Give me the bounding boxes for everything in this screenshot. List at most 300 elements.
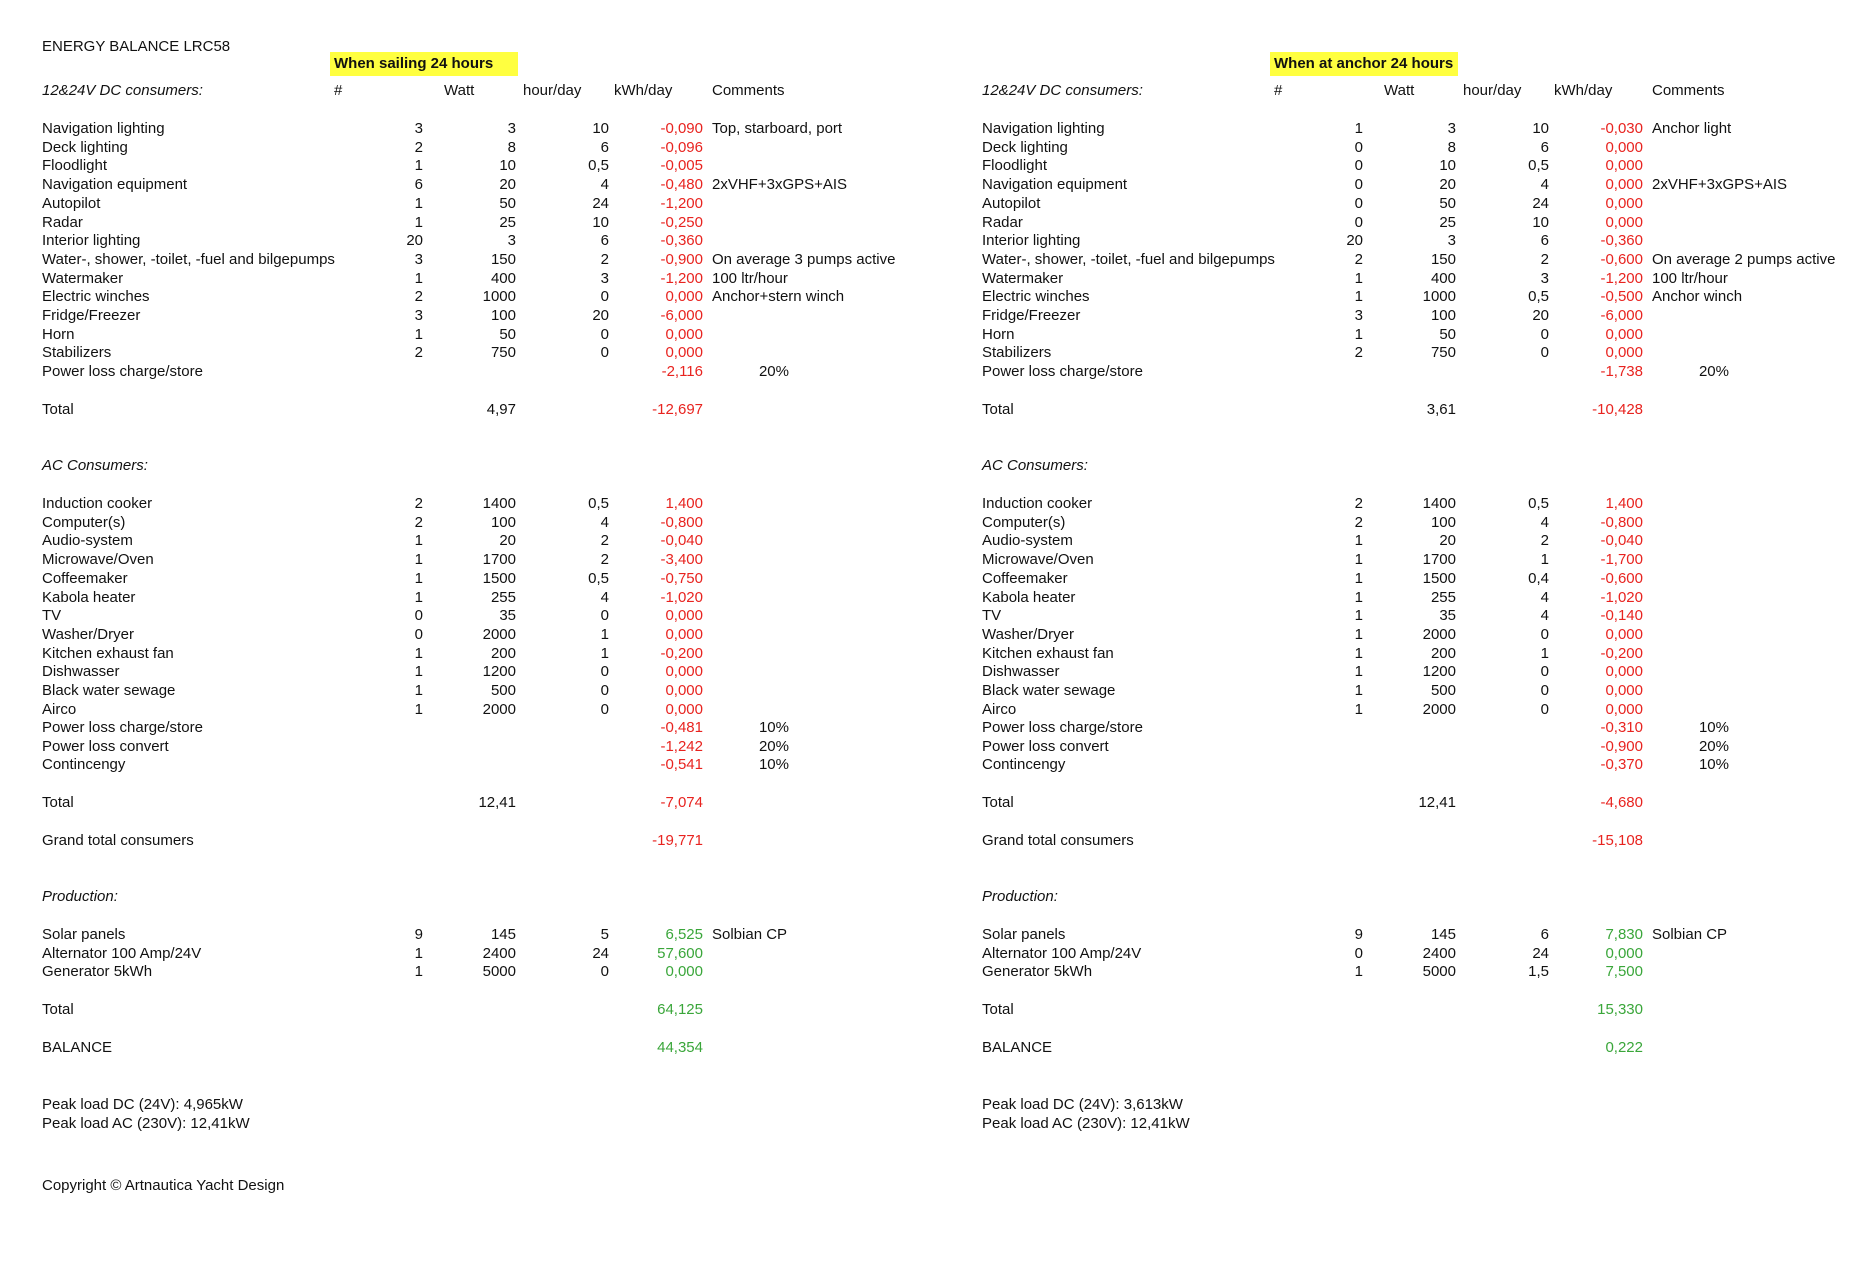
dc-row-hours: 20	[1532, 307, 1549, 324]
column-header-hours: hour/day	[1463, 82, 1522, 99]
dc-row-count: 3	[414, 120, 423, 137]
ac-row-watt: 500	[1430, 682, 1456, 699]
dc-row-watt: 3	[507, 232, 516, 250]
ac-row-watt: 1700	[1422, 551, 1456, 569]
production-row-kwh: 7,500	[1605, 963, 1643, 981]
dc-row-name: Horn	[982, 325, 1015, 343]
production-row-name: Generator 5kWh	[42, 963, 153, 981]
ac-row-hours: 2	[1540, 532, 1549, 550]
dc-row-watt: 3	[1447, 232, 1456, 250]
ac-row-watt: 255	[490, 588, 516, 606]
ac-row-name: Coffeemaker	[42, 569, 128, 587]
dc-row-count: 0	[1354, 157, 1363, 175]
dc-row-count: 20	[1346, 232, 1363, 250]
dc-row-kwh: 0,000	[1605, 344, 1643, 362]
dc-row-comment: 100 ltr/hour	[1652, 269, 1728, 287]
peak-load-note: Peak load DC (24V): 3,613kW	[982, 1096, 1183, 1113]
dc-row-watt: 25	[1439, 213, 1456, 231]
dc-row-comment: 100 ltr/hour	[712, 269, 788, 287]
dc-row-watt: 150	[490, 250, 516, 268]
ac-row-hours: 4	[1540, 607, 1549, 625]
peak-load-note: Peak load AC (230V): 12,41kW	[42, 1114, 250, 1132]
dc-row-kwh: -0,360	[660, 232, 703, 250]
grand-total-kwh: -15,108	[1592, 832, 1643, 849]
dc-total-kwh: -10,428	[1592, 401, 1643, 418]
ac-extra-kwh: -0,310	[1600, 719, 1643, 736]
production-row-count: 0	[1354, 944, 1363, 962]
dc-loss-pct: 20%	[758, 363, 789, 380]
dc-row-kwh: -0,030	[1600, 120, 1643, 137]
ac-row-watt: 2000	[482, 700, 516, 718]
dc-row-hours: 0	[1540, 325, 1549, 343]
ac-row-kwh: 1,400	[1605, 495, 1643, 512]
dc-row-count: 1	[1354, 269, 1363, 287]
column-header-kwh: kWh/day	[614, 82, 673, 99]
dc-row-count: 0	[1354, 213, 1363, 231]
ac-row-name: Microwave/Oven	[982, 551, 1094, 569]
peak-load-note: Peak load AC (230V): 12,41kW	[982, 1114, 1190, 1132]
dc-row-hours: 6	[600, 232, 609, 250]
dc-row-hours: 4	[600, 176, 609, 194]
ac-row-count: 1	[414, 663, 423, 681]
ac-extra-pct: 20%	[1698, 737, 1729, 755]
dc-row-name: Interior lighting	[982, 232, 1081, 250]
ac-row-hours: 0	[1540, 663, 1549, 681]
dc-row-name: Fridge/Freezer	[982, 307, 1081, 324]
dc-row-watt: 400	[1430, 269, 1456, 287]
ac-extra-pct: 10%	[1698, 719, 1729, 736]
ac-row-count: 2	[1354, 495, 1363, 512]
production-total-label: Total	[982, 1001, 1014, 1018]
production-row-watt: 2400	[1422, 944, 1456, 962]
ac-row-kwh: 0,000	[1605, 663, 1643, 681]
ac-row-hours: 1	[600, 625, 609, 643]
production-row-count: 9	[1354, 926, 1363, 943]
ac-row-watt: 500	[490, 682, 516, 699]
grand-total-kwh: -19,771	[652, 832, 703, 849]
dc-row-watt: 100	[490, 307, 516, 324]
dc-row-watt: 100	[1430, 307, 1456, 324]
dc-row-hours: 0	[600, 325, 609, 343]
dc-row-count: 1	[414, 269, 423, 287]
dc-row-name: Deck lighting	[42, 138, 128, 156]
dc-row-hours: 3	[600, 269, 609, 287]
dc-row-watt: 3	[507, 120, 516, 137]
ac-extra-pct: 10%	[758, 756, 789, 774]
dc-row-hours: 0,5	[1528, 288, 1549, 306]
production-row-hours: 5	[600, 926, 609, 943]
ac-row-hours: 2	[600, 551, 609, 569]
column-header-count: #	[1274, 82, 1283, 99]
production-row-name: Solar panels	[42, 926, 126, 943]
ac-row-count: 1	[1354, 700, 1363, 718]
ac-row-name: Computer(s)	[42, 513, 126, 531]
dc-row-name: Navigation equipment	[42, 176, 188, 194]
grand-total-label: Grand total consumers	[982, 832, 1134, 849]
dc-row-kwh: -0,600	[1600, 250, 1643, 268]
ac-extra-pct: 10%	[1698, 756, 1729, 774]
dc-total-kwh: -12,697	[652, 401, 703, 418]
dc-row-count: 2	[414, 138, 423, 156]
dc-loss-pct: 20%	[1698, 363, 1729, 380]
balance-label: BALANCE	[42, 1039, 113, 1056]
dc-row-hours: 24	[1532, 194, 1549, 212]
ac-row-count: 1	[1354, 569, 1363, 587]
dc-row-watt: 50	[499, 194, 516, 212]
ac-total-kwh: -7,074	[660, 794, 703, 811]
section-heading-dc: 12&24V DC consumers:	[982, 82, 1143, 99]
ac-row-name: Induction cooker	[42, 495, 153, 512]
dc-row-comment: Anchor+stern winch	[712, 288, 845, 306]
dc-row-hours: 0,5	[588, 157, 609, 175]
dc-row-count: 3	[414, 250, 423, 268]
production-row-kwh: 7,830	[1605, 926, 1643, 943]
dc-loss-name: Power loss charge/store	[42, 363, 203, 380]
dc-row-watt: 8	[1447, 138, 1456, 156]
ac-row-kwh: 0,000	[1605, 700, 1643, 718]
dc-row-kwh: -0,250	[660, 213, 703, 231]
dc-row-kwh: -0,096	[660, 138, 703, 156]
section-heading-dc: 12&24V DC consumers:	[42, 82, 203, 99]
dc-row-comment: 2xVHF+3xGPS+AIS	[712, 176, 848, 194]
ac-row-name: Airco	[982, 700, 1017, 718]
production-row-count: 1	[414, 963, 423, 981]
dc-row-name: Water-, shower, -toilet, -fuel and bilgepumps	[982, 250, 1275, 268]
dc-loss-name: Power loss charge/store	[982, 363, 1143, 380]
ac-row-name: Induction cooker	[982, 495, 1093, 512]
dc-row-count: 1	[414, 194, 423, 212]
dc-row-kwh: -0,090	[660, 120, 703, 137]
section-heading-production: Production:	[42, 888, 118, 905]
column-header-comments: Comments	[1652, 82, 1725, 99]
ac-extra-name: Power loss convert	[42, 737, 169, 755]
ac-row-count: 1	[1354, 551, 1363, 569]
dc-row-hours: 3	[1540, 269, 1549, 287]
dc-row-hours: 0	[600, 344, 609, 362]
ac-row-count: 1	[1354, 682, 1363, 699]
ac-total-label: Total	[982, 794, 1014, 811]
dc-row-name: Watermaker	[42, 269, 124, 287]
grand-total-label: Grand total consumers	[42, 832, 194, 849]
production-row-kwh: 0,000	[1605, 944, 1643, 962]
document-title: ENERGY BALANCE LRC58	[42, 38, 231, 55]
dc-row-name: Floodlight	[982, 157, 1048, 175]
dc-row-count: 3	[1354, 307, 1363, 324]
dc-row-watt: 50	[499, 325, 516, 343]
production-row-watt: 2400	[482, 944, 516, 962]
dc-row-kwh: -0,900	[660, 250, 703, 268]
ac-row-kwh: 0,000	[665, 607, 703, 625]
ac-row-hours: 0	[600, 700, 609, 718]
dc-row-watt: 150	[1430, 250, 1456, 268]
copyright: Copyright © Artnautica Yacht Design	[42, 1177, 285, 1194]
dc-row-count: 2	[1354, 344, 1363, 362]
ac-total-kwh: -4,680	[1600, 794, 1643, 811]
dc-row-kwh: 0,000	[1605, 325, 1643, 343]
ac-row-count: 1	[414, 682, 423, 699]
dc-row-count: 1	[1354, 288, 1363, 306]
ac-total-watt: 12,41	[1418, 794, 1456, 811]
production-row-name: Solar panels	[982, 926, 1066, 943]
production-row-name: Alternator 100 Amp/24V	[42, 944, 202, 962]
dc-row-name: Radar	[982, 213, 1023, 231]
ac-row-count: 1	[414, 588, 423, 606]
dc-row-name: Stabilizers	[42, 344, 112, 362]
dc-row-count: 2	[414, 288, 423, 306]
ac-row-count: 1	[1354, 607, 1363, 625]
ac-row-watt: 35	[499, 607, 516, 625]
dc-row-name: Floodlight	[42, 157, 108, 175]
dc-row-hours: 6	[1540, 232, 1549, 250]
ac-row-kwh: -0,750	[660, 569, 703, 587]
ac-row-kwh: -0,040	[660, 532, 703, 550]
balance-label: BALANCE	[982, 1039, 1053, 1056]
production-row-watt: 145	[490, 926, 516, 943]
column-header-watt: Watt	[444, 82, 475, 99]
ac-row-hours: 0,5	[588, 495, 609, 512]
dc-row-count: 1	[1354, 120, 1363, 137]
dc-row-count: 1	[414, 157, 423, 175]
dc-row-hours: 2	[600, 250, 609, 268]
ac-row-kwh: 1,400	[665, 495, 703, 512]
dc-row-count: 1	[414, 213, 423, 231]
ac-row-hours: 1	[600, 644, 609, 662]
dc-row-kwh: -6,000	[1600, 307, 1643, 324]
dc-row-name: Autopilot	[42, 194, 101, 212]
ac-row-count: 1	[414, 644, 423, 662]
ac-row-kwh: -0,140	[1600, 607, 1643, 625]
ac-row-watt: 20	[1439, 532, 1456, 550]
dc-row-kwh: 0,000	[665, 344, 703, 362]
dc-row-name: Autopilot	[982, 194, 1041, 212]
ac-row-kwh: -1,700	[1600, 551, 1643, 569]
ac-row-count: 1	[414, 569, 423, 587]
dc-row-kwh: 0,000	[1605, 138, 1643, 156]
ac-row-count: 1	[414, 700, 423, 718]
ac-total-label: Total	[42, 794, 74, 811]
dc-row-hours: 0	[600, 288, 609, 306]
production-row-watt: 5000	[1422, 963, 1456, 981]
dc-row-watt: 20	[499, 176, 516, 194]
ac-row-hours: 4	[1540, 588, 1549, 606]
dc-row-watt: 10	[499, 157, 516, 175]
ac-row-kwh: 0,000	[665, 682, 703, 699]
ac-row-kwh: 0,000	[1605, 625, 1643, 643]
production-row-name: Generator 5kWh	[982, 963, 1093, 981]
dc-row-name: Deck lighting	[982, 138, 1068, 156]
ac-row-name: Dishwasser	[982, 663, 1060, 681]
ac-row-count: 0	[414, 625, 423, 643]
dc-loss-kwh: -2,116	[661, 363, 703, 380]
dc-row-hours: 4	[1540, 176, 1549, 194]
dc-row-name: Navigation lighting	[982, 120, 1105, 137]
ac-row-name: Black water sewage	[42, 682, 176, 699]
ac-row-kwh: -1,020	[660, 588, 703, 606]
ac-row-watt: 1700	[482, 551, 516, 569]
ac-row-watt: 20	[499, 532, 516, 550]
ac-row-kwh: -1,020	[1600, 588, 1643, 606]
production-row-kwh: 6,525	[665, 926, 703, 943]
ac-row-name: Dishwasser	[42, 663, 120, 681]
dc-row-kwh: -0,480	[660, 176, 703, 194]
ac-row-count: 1	[1354, 625, 1363, 643]
ac-row-hours: 0,5	[1528, 495, 1549, 512]
ac-row-name: TV	[42, 607, 62, 625]
dc-total-label: Total	[982, 401, 1014, 418]
dc-row-kwh: -0,500	[1600, 288, 1643, 306]
ac-row-name: Washer/Dryer	[982, 625, 1074, 643]
ac-extra-name: Contincengy	[982, 756, 1066, 774]
sailing-banner: When sailing 24 hours	[330, 52, 518, 76]
dc-row-hours: 24	[592, 194, 609, 212]
dc-row-comment: Anchor winch	[1652, 288, 1743, 306]
ac-row-hours: 0	[600, 682, 609, 699]
dc-row-watt: 50	[1439, 325, 1456, 343]
ac-extra-kwh: -0,900	[1600, 737, 1643, 755]
ac-row-watt: 200	[1430, 644, 1456, 662]
ac-row-watt: 1400	[1422, 495, 1456, 512]
dc-row-watt: 3	[1447, 120, 1456, 137]
dc-row-count: 2	[414, 344, 423, 362]
production-row-hours: 6	[1540, 926, 1549, 943]
sailing-panel	[42, 52, 942, 1152]
production-row-comment: Solbian CP	[1652, 926, 1728, 943]
ac-row-hours: 0	[1540, 682, 1549, 699]
production-row-count: 1	[414, 944, 423, 962]
anchor-banner: When at anchor 24 hours	[1270, 52, 1458, 76]
ac-row-watt: 100	[490, 513, 516, 531]
section-heading-ac: AC Consumers:	[42, 457, 148, 474]
column-header-hours: hour/day	[523, 82, 582, 99]
dc-row-count: 2	[1354, 250, 1363, 268]
dc-row-count: 3	[414, 307, 423, 324]
ac-extra-name: Contincengy	[42, 756, 126, 774]
ac-row-hours: 0,4	[1528, 569, 1549, 587]
dc-row-name: Horn	[42, 325, 75, 343]
dc-total-watt: 3,61	[1426, 401, 1456, 418]
dc-row-comment: Top, starboard, port	[712, 120, 843, 137]
ac-row-name: Kitchen exhaust fan	[982, 644, 1114, 662]
dc-total-watt: 4,97	[486, 401, 516, 418]
dc-loss-kwh: -1,738	[1600, 363, 1643, 380]
ac-row-count: 1	[414, 551, 423, 569]
dc-row-kwh: -1,200	[660, 194, 703, 212]
dc-row-watt: 20	[1439, 176, 1456, 194]
production-row-hours: 24	[592, 944, 609, 962]
column-header-comments: Comments	[712, 82, 785, 99]
ac-extra-name: Power loss charge/store	[982, 719, 1143, 736]
dc-row-watt: 1000	[482, 288, 516, 306]
production-row-watt: 145	[1430, 926, 1456, 943]
ac-row-kwh: 0,000	[665, 625, 703, 643]
ac-row-kwh: -0,800	[660, 513, 703, 531]
ac-row-watt: 1200	[482, 663, 516, 681]
dc-row-count: 1	[1354, 325, 1363, 343]
dc-row-count: 6	[414, 176, 423, 194]
ac-row-name: Washer/Dryer	[42, 625, 134, 643]
ac-row-name: Microwave/Oven	[42, 551, 154, 569]
ac-row-kwh: -0,200	[1600, 644, 1643, 662]
ac-extra-kwh: -0,481	[660, 719, 703, 736]
production-row-watt: 5000	[482, 963, 516, 981]
production-total-kwh: 64,125	[657, 1001, 703, 1018]
ac-row-kwh: -0,040	[1600, 532, 1643, 550]
dc-row-kwh: -6,000	[660, 307, 703, 324]
ac-row-watt: 1500	[482, 569, 516, 587]
production-row-count: 9	[414, 926, 423, 943]
dc-row-watt: 25	[499, 213, 516, 231]
dc-row-hours: 10	[592, 213, 609, 231]
dc-row-hours: 10	[1532, 213, 1549, 231]
dc-row-comment: On average 3 pumps active	[712, 250, 896, 268]
ac-row-hours: 0	[600, 663, 609, 681]
dc-row-hours: 10	[1532, 120, 1549, 137]
dc-row-kwh: -1,200	[660, 269, 703, 287]
balance-value: 0,222	[1605, 1039, 1643, 1056]
ac-row-name: Kabola heater	[42, 588, 136, 606]
ac-row-kwh: -0,600	[1600, 569, 1643, 587]
production-row-name: Alternator 100 Amp/24V	[982, 944, 1142, 962]
dc-row-hours: 6	[1540, 138, 1549, 156]
dc-row-count: 0	[1354, 138, 1363, 156]
balance-value: 44,354	[657, 1039, 703, 1056]
dc-row-watt: 750	[490, 344, 516, 362]
ac-extra-kwh: -1,242	[660, 737, 703, 755]
ac-row-kwh: -0,200	[660, 644, 703, 662]
ac-row-watt: 2000	[1422, 700, 1456, 718]
dc-row-name: Radar	[42, 213, 83, 231]
dc-row-comment: On average 2 pumps active	[1652, 250, 1836, 268]
dc-row-kwh: 0,000	[665, 325, 703, 343]
ac-extra-kwh: -0,541	[660, 756, 703, 774]
production-row-comment: Solbian CP	[712, 926, 788, 943]
dc-row-kwh: -1,200	[1600, 269, 1643, 287]
ac-row-count: 2	[1354, 513, 1363, 531]
section-heading-production: Production:	[982, 888, 1058, 905]
dc-row-watt: 10	[1439, 157, 1456, 175]
ac-row-watt: 1400	[482, 495, 516, 512]
dc-row-hours: 20	[592, 307, 609, 324]
dc-row-kwh: 0,000	[1605, 176, 1643, 194]
ac-row-name: Black water sewage	[982, 682, 1116, 699]
ac-row-name: Computer(s)	[982, 513, 1066, 531]
dc-row-kwh: -0,005	[660, 157, 703, 175]
ac-row-count: 2	[414, 495, 423, 512]
production-row-hours: 0	[600, 963, 609, 981]
dc-row-comment: 2xVHF+3xGPS+AIS	[1652, 176, 1788, 194]
anchor-panel	[982, 52, 1858, 1152]
ac-extra-pct: 20%	[758, 737, 789, 755]
ac-row-kwh: 0,000	[1605, 682, 1643, 699]
dc-row-name: Water-, shower, -toilet, -fuel and bilgepumps	[42, 250, 335, 268]
dc-row-hours: 10	[592, 120, 609, 137]
production-row-kwh: 0,000	[665, 963, 703, 981]
ac-row-kwh: 0,000	[665, 700, 703, 718]
ac-row-watt: 255	[1430, 588, 1456, 606]
ac-row-name: Airco	[42, 700, 77, 718]
column-header-kwh: kWh/day	[1554, 82, 1613, 99]
dc-row-watt: 1000	[1422, 288, 1456, 306]
dc-row-name: Navigation equipment	[982, 176, 1128, 194]
column-header-watt: Watt	[1384, 82, 1415, 99]
production-total-label: Total	[42, 1001, 74, 1018]
ac-extra-name: Power loss charge/store	[42, 719, 203, 736]
ac-row-name: Audio-system	[42, 532, 133, 550]
ac-row-hours: 0	[1540, 625, 1549, 643]
dc-row-kwh: 0,000	[1605, 157, 1643, 175]
ac-row-watt: 1500	[1422, 569, 1456, 587]
ac-row-watt: 35	[1439, 607, 1456, 625]
